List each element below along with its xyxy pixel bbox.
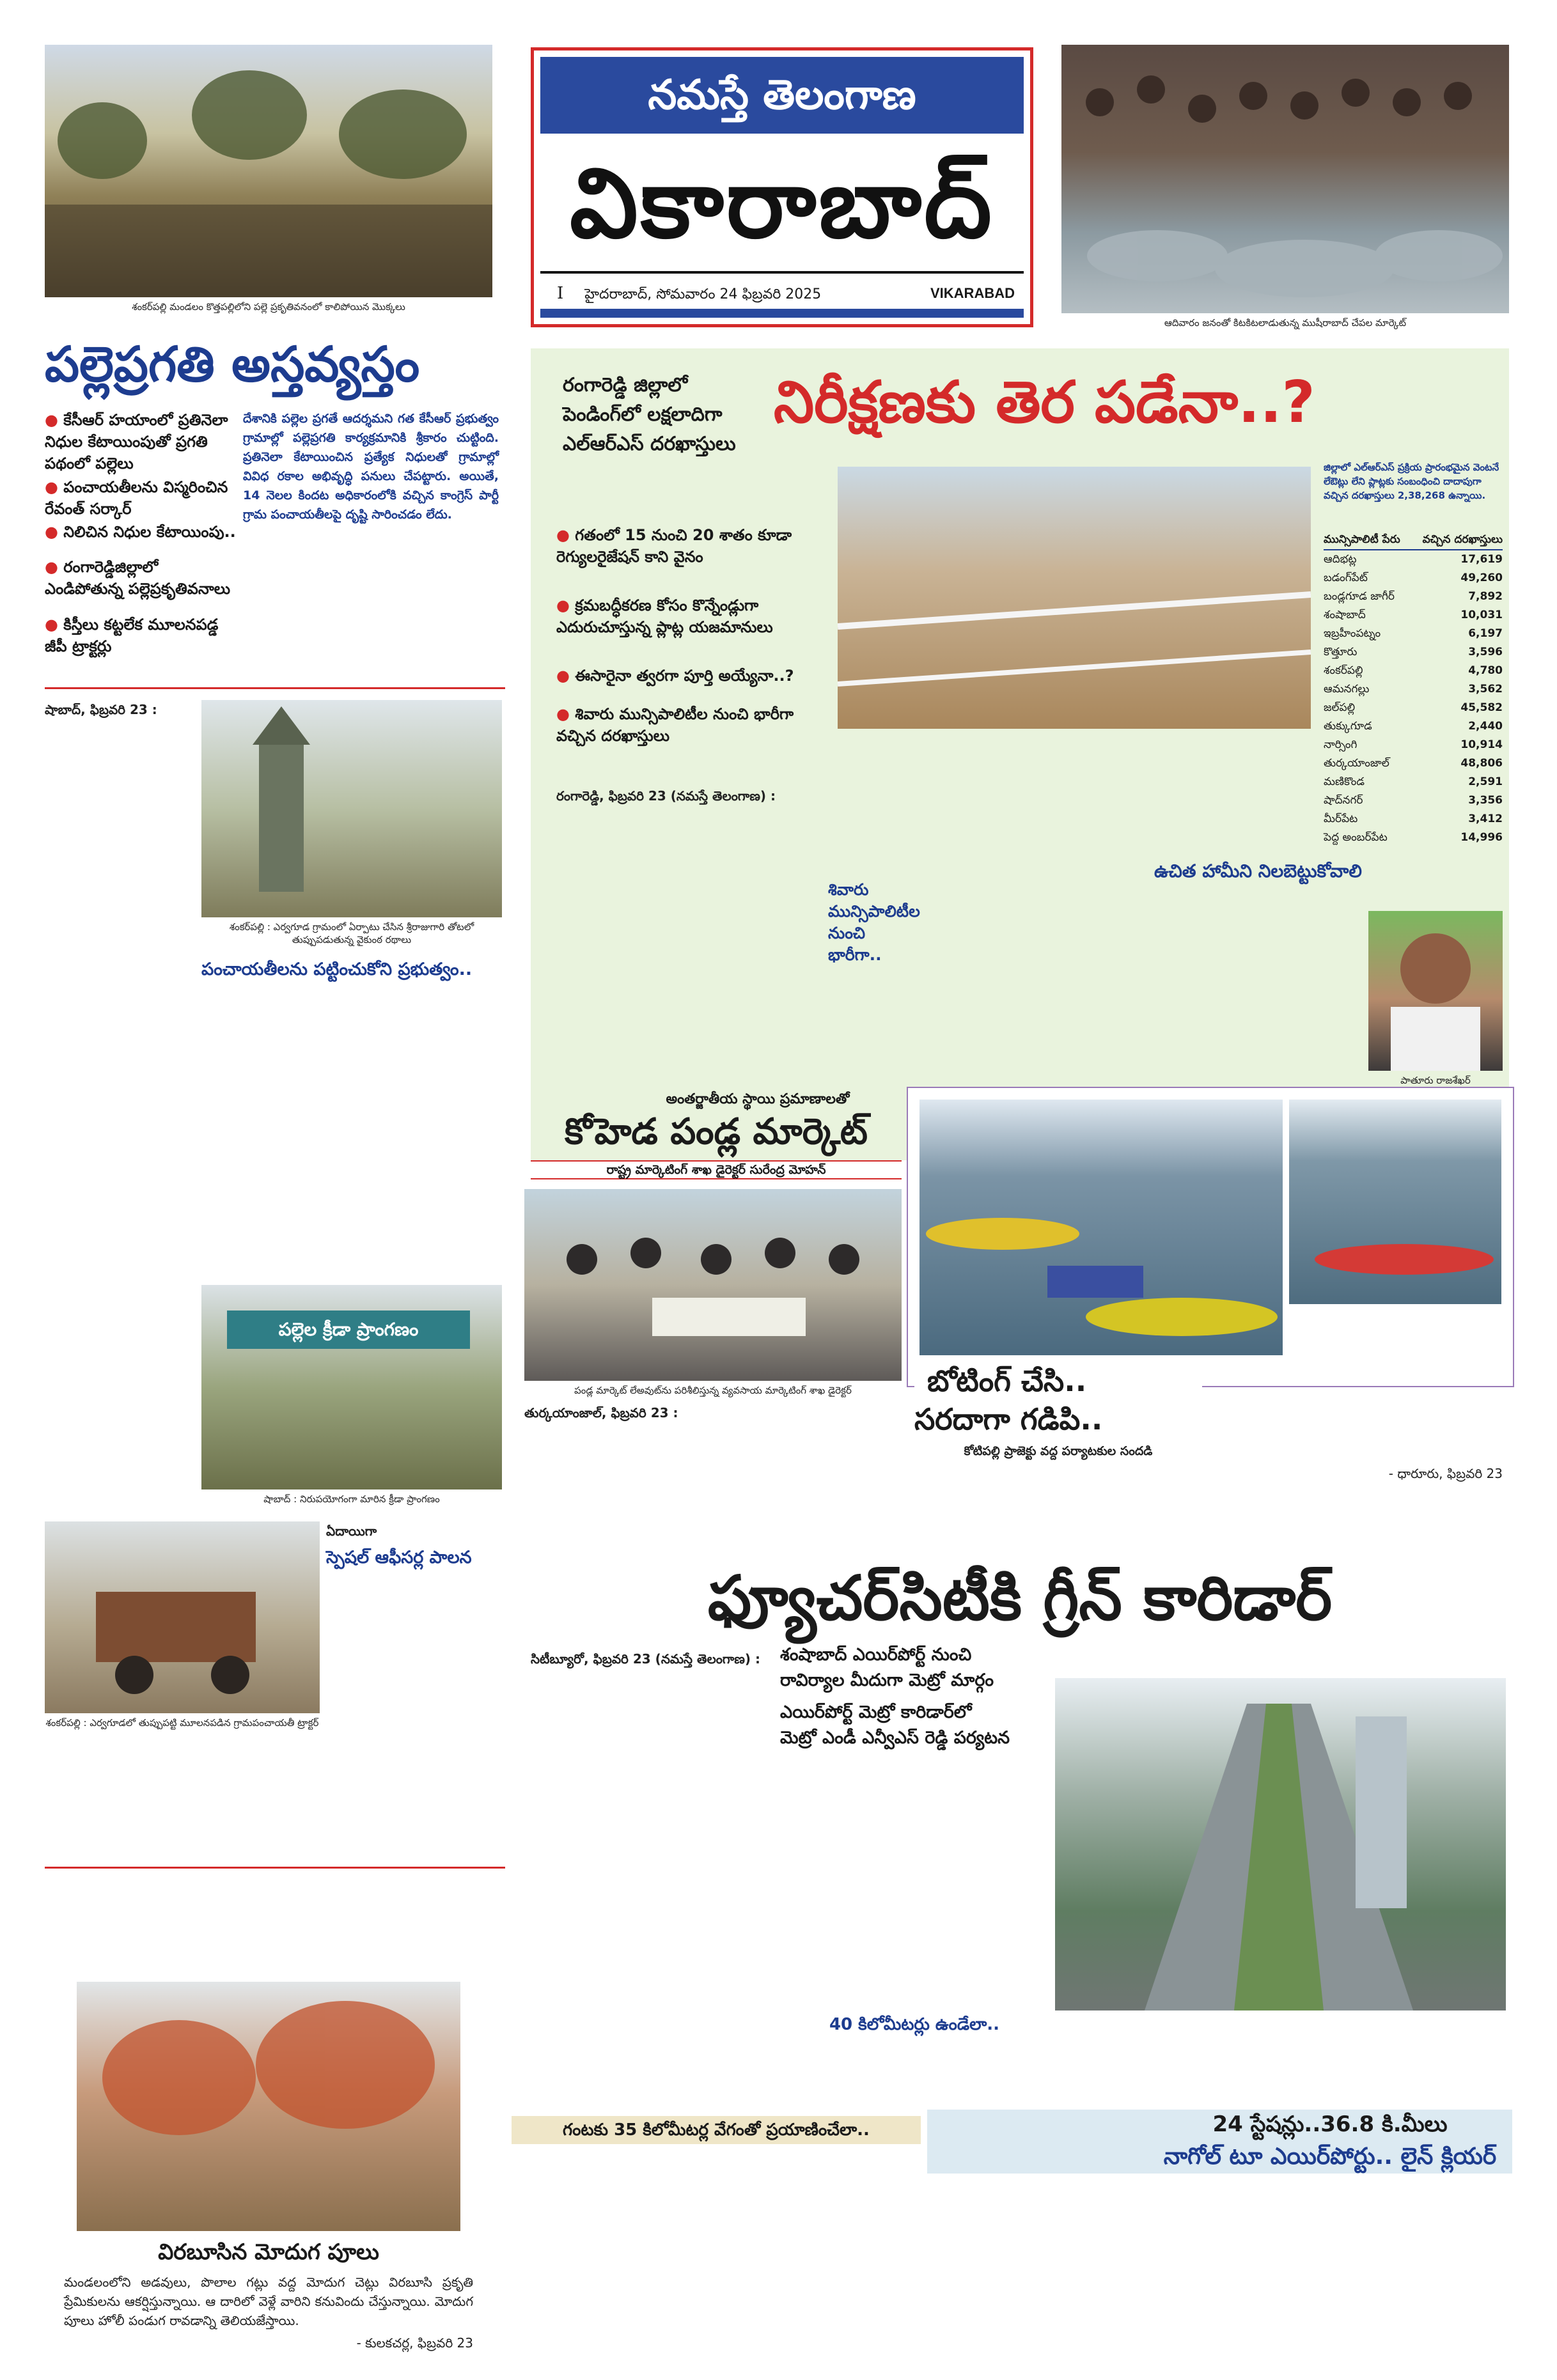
masthead-divider	[540, 271, 1024, 274]
structure-illustration	[201, 700, 502, 917]
lrs-table-row	[1324, 717, 1503, 736]
tree-illustration	[45, 45, 492, 297]
lrs-municipality: నార్సింగి	[1324, 738, 1357, 751]
lrs-applications: 45,582	[1460, 701, 1503, 714]
lrs-quote-head: ఉచిత హామీని నిలబెట్టుకోవాలి	[1154, 860, 1362, 882]
vaikunta-caption: శంకర్‌పల్లి : ఎర్వగూడ గ్రామంలో ఏర్పాటు చేసిన శ్రీరాజుగారి తోటలో తుప్పుపడుతున్న వైకుంఠ రథాలు	[229, 921, 474, 945]
lrs-table-row	[1324, 810, 1503, 828]
lrs-table-row	[1324, 699, 1503, 717]
green-banner: గంటకు 35 కిలోమీటర్ల వేగంతో ప్రయాణించేలా..	[512, 2116, 921, 2144]
lrs-table-row	[1324, 662, 1503, 680]
lrs-bullet-3: ● ఈసారైనా త్వరగా పూర్తి అయ్యేనా..?	[556, 665, 825, 687]
palle-dateline: షాబాద్, ఫిబ్రవరి 23 :	[45, 702, 157, 717]
lrs-applications: 3,356	[1468, 794, 1503, 807]
dateline: హైదరాబాద్, సోమవారం 24 ఫిబ్రవరి 2025	[584, 286, 822, 302]
lrs-kicker: రంగారెడ్డి జిల్లాలో పెండింగ్‌లో లక్షలాదిగా ఎల్ఆర్ఎస్ దరఖాస్తులు	[563, 374, 736, 455]
fish-market-photo	[1061, 45, 1509, 313]
issue-mark: I	[557, 284, 564, 303]
tractor-illustration	[45, 1521, 320, 1713]
green-sub-1: శంషాబాద్ ఎయిర్‌పోర్ట్ నుంచి	[780, 1645, 972, 1665]
lrs-subhead: శివారు మున్సిపాలిటీల నుంచి భారీగా..	[828, 880, 920, 964]
lrs-applications: 17,619	[1460, 553, 1503, 566]
lrs-municipality: శంషాబాద్	[1324, 609, 1366, 621]
burnt-plants-photo	[45, 45, 492, 297]
lrs-municipality: బండ్లగూడ జాగీర్	[1324, 590, 1395, 603]
lrs-applications: 10,031	[1460, 609, 1503, 621]
palle-bullet-1: ● కేసీఆర్ హయాంలో ప్రతినెలా నిధుల కేటాయింపుతో ప్రగతి పథంలో పల్లెలు	[45, 409, 237, 474]
masthead	[531, 47, 1033, 327]
lrs-applications: 48,806	[1460, 757, 1503, 770]
lrs-municipality: కొత్తూరు	[1324, 646, 1357, 658]
lrs-municipality: మీర్‌పేట	[1324, 813, 1358, 825]
kohed-kicker: అంతర్జాతీయ స్థాయి ప్రమాణాలతో	[666, 1091, 850, 1107]
lrs-table-row	[1324, 625, 1503, 643]
lrs-table-row	[1324, 643, 1503, 662]
boating-photo-1	[919, 1100, 1283, 1355]
lrs-municipality: శంకర్‌పల్లి	[1324, 664, 1363, 677]
lrs-municipality: తుక్కుగూడ	[1324, 720, 1372, 733]
officials-illustration	[524, 1189, 902, 1381]
boating-photo-2	[1289, 1100, 1501, 1304]
lrs-bullet-2: ● క్రమబద్ధీకరణ కోసం కొన్నేండ్లుగా ఎదురుచూస్తున్న ప్లాట్ల యజమానులు	[556, 595, 825, 638]
boating-headline-2: సరదాగా గడిపి..	[914, 1402, 1103, 1436]
corridor-illustration	[1055, 1678, 1506, 2011]
green-subhead-1: 40 కిలోమీటర్లు ఉండేలా..	[829, 2015, 1000, 2034]
kohed-photo	[524, 1189, 902, 1381]
crowd-illustration	[1061, 45, 1509, 313]
burnt-plants-caption: శంకర్‌పల్లి మండలం కొత్తపల్లిలోని పల్లె ప్రకృతివనంలో కాలిపోయిన మొక్కలు	[132, 301, 405, 313]
lrs-dateline: రంగారెడ్డి, ఫిబ్రవరి 23 (నమస్తే తెలంగాణ) :	[556, 788, 776, 804]
lrs-table-row	[1324, 680, 1503, 699]
sports-ground-caption: షాబాద్ : నిరుపయోగంగా మారిన క్రీడా ప్రాంగణం	[263, 1493, 440, 1505]
lrs-table-row	[1324, 754, 1503, 773]
lrs-municipality: బడంగ్‌పేట్	[1324, 572, 1368, 584]
boating-dateline: - ధారూరు, ఫిబ్రవరి 23	[1388, 1466, 1503, 1481]
palle-bottom-divider	[45, 1867, 505, 1869]
metro-corridor-render	[1055, 1678, 1506, 2011]
boats-illustration	[919, 1100, 1283, 1355]
station-head: 24 స్టేషన్లు..36.8 కి.మీలు	[1212, 2112, 1448, 2137]
palle-headline: పల్లెప్రగతి అస్తవ్యస్తం	[45, 336, 420, 393]
lrs-applications: 6,197	[1468, 627, 1503, 640]
special-label: ఏదాయిగా	[326, 1523, 377, 1539]
masthead-brand: నమస్తే తెలంగాణ	[540, 57, 1024, 134]
masthead-bar	[540, 309, 1024, 318]
lrs-table-row	[1324, 736, 1503, 754]
green-sub-2: రావిర్యాల మీదుగా మెట్రో మార్గం	[780, 1670, 994, 1690]
lrs-applications: 10,914	[1460, 738, 1503, 751]
edition-en: VIKARABAD	[930, 285, 1015, 301]
lrs-applications: 2,591	[1468, 775, 1503, 788]
plots-illustration	[838, 467, 1311, 729]
lrs-municipality: ఇబ్రహీంపట్నం	[1324, 627, 1381, 640]
lrs-bullet-4: ● శివారు మున్సిపాలిటీల నుంచి భారీగా వచ్చిన దరఖాస్తులు	[556, 703, 825, 747]
lrs-applications: 3,596	[1468, 646, 1503, 658]
palle-bullet-5: ● కిస్తీలు కట్టలేక మూలనపడ్డ జీపీ ట్రాక్టర్లు	[45, 614, 237, 657]
lrs-headline: నిరీక్షణకు తెర పడేనా..?	[774, 369, 1315, 436]
palle-divider	[45, 687, 505, 689]
kohed-sub: రాష్ట్ర మార్కెటింగ్ శాఖ డైరెక్టర్ సురేంద్ర మోహన్	[531, 1160, 902, 1179]
lrs-applications: 3,562	[1468, 683, 1503, 696]
lrs-table-row	[1324, 550, 1503, 569]
masthead-dateline-row	[540, 281, 1024, 306]
lrs-applications: 3,412	[1468, 813, 1503, 825]
portrait-illustration	[1368, 911, 1503, 1071]
lrs-bullet-1: ● గతంలో 15 నుంచి 20 శాతం కూడా రెగ్యులరైజేషన్ కాని వైనం	[556, 524, 825, 568]
flower-tree-illustration	[77, 1982, 460, 2231]
lrs-municipality: జల్‌పల్లి	[1324, 701, 1356, 714]
fish-market-caption: ఆదివారం జనంతో కిటకిటలాడుతున్న ముషీరాబాద్ చేపల మార్కెట్	[1164, 317, 1407, 329]
sports-ground-sign: పల్లెల క్రీడా ప్రాంగణం	[227, 1311, 470, 1349]
boating-caption: కోటిపల్లి ప్రాజెక్టు వద్ద పర్యాటకుల సందడి	[964, 1444, 1153, 1458]
lrs-municipality: ఆమనగల్లు	[1324, 683, 1370, 696]
kohed-dateline: తుర్కయాంజాల్, ఫిబ్రవరి 23 :	[524, 1405, 678, 1420]
lrs-municipality: తుర్కయాంజాల్	[1324, 757, 1389, 770]
flowers-text: మండలంలోని అడవులు, పొలాల గట్లు వద్ద మోదుగ చెట్లు విరబూసి ప్రకృతి ప్రేమికులను ఆకర్షిస్తున్నాయి. ఆ దారిలో వెళ్లే వారిని కనువిందు చేస్తున్నాయి. మోదుగ పూలు హోలీ పండుగ రావడాన్ని తెలియజేస్తాయి.	[64, 2275, 473, 2328]
station-head-2: నాగోల్ టూ ఎయిర్‌పోర్టు.. లైన్ క్లియర్	[1163, 2143, 1497, 2170]
kayak-illustration	[1289, 1100, 1501, 1304]
tractor-photo	[45, 1521, 320, 1713]
green-sub-3: ఎయిర్‌పోర్ట్ మెట్రో కారిడార్‌లో	[780, 1702, 972, 1722]
lrs-table-header: మున్సిపాలిటీ పేరు వచ్చిన దరఖాస్తులు	[1324, 531, 1503, 550]
palle-bullet-4: ● రంగారెడ్డిజిల్లాలో ఎండిపోతున్న పల్లెప్రకృతివనాలు	[45, 556, 237, 600]
palle-bullet-3: ● నిలిచిన నిధుల కేటాయింపు..	[45, 521, 237, 543]
lrs-table-row	[1324, 791, 1503, 810]
lrs-municipality: మణికొండ	[1324, 775, 1365, 788]
rajasekhar-caption: పాతూరు రాజశేఖర్	[1400, 1075, 1471, 1086]
masthead-edition: వికారాబాద్	[570, 148, 994, 260]
lrs-table-row	[1324, 773, 1503, 791]
flowers-headline: విరబూసిన మోదుగ పూలు	[158, 2239, 379, 2265]
green-sub-4: మెట్రో ఎండీ ఎన్వీఎస్ రెడ్డి పర్యటన	[780, 1728, 1010, 1748]
kohed-caption: పండ్ల మార్కెట్ లేఅవుట్‌ను పరిశీలిస్తున్న వ్యవసాయ మార్కెటింగ్ శాఖ డైరెక్టర్	[574, 1385, 852, 1396]
lrs-municipality: పెద్ద అంబర్‌పేట	[1324, 831, 1388, 844]
lrs-applications: 2,440	[1468, 720, 1503, 733]
lrs-table-row	[1324, 587, 1503, 606]
lrs-applications: 7,892	[1468, 590, 1503, 603]
green-dateline: సిటీబ్యూరో, ఫిబ్రవరి 23 (నమస్తే తెలంగాణ) :	[531, 1651, 760, 1667]
plots-photo	[838, 467, 1311, 729]
lrs-table-rows	[1324, 550, 1503, 847]
boating-headline-1: బోటింగ్ చేసి..	[914, 1362, 1202, 1400]
lrs-table	[1324, 531, 1503, 847]
palle-summary: దేశానికి పల్లెల ప్రగతే ఆదర్శమని గత కేసీఆర్ ప్రభుత్వం గ్రామాల్లో పల్లెప్రగతి కార్యక్రమానికి శ్రీకారం చుట్టింది. ప్రతినెలా కేటాయించిన ప్రత్యేక నిధులతో గ్రామాల్లో వివిధ రకాల అభివృద్ధి పనులు చేపట్టారు. అయితే, 14 నెలల కిందట అధికారంలోకి వచ్చిన కాంగ్రెస్ పార్టీ గ్రామ పంచాయతీలపై దృష్టి సారించడం లేదు.	[243, 412, 499, 522]
lrs-municipality: షాద్‌నగర్	[1324, 794, 1363, 807]
flowers-photo	[77, 1982, 460, 2231]
green-headline: ఫ్యూచర్‌సిటీకి గ్రీన్ కారిడార్	[707, 1562, 1333, 1634]
rajasekhar-photo	[1368, 911, 1503, 1071]
lrs-table-row	[1324, 606, 1503, 625]
lrs-municipality: ఆదిభట్ల	[1324, 553, 1357, 566]
palle-bullet-2: ● పంచాయతీలను విస్మరించిన రేవంత్ సర్కార్	[45, 476, 237, 520]
tractor-caption: శంకర్‌పల్లి : ఎర్వగూడలో తుప్పుపట్టి మూలనపడిన గ్రామపంచాయతీ ట్రాక్టర్	[45, 1717, 319, 1729]
lrs-table-note: జిల్లాలో ఎల్ఆర్ఎస్ ప్రక్రియ ప్రారంభమైన వెంటనే లేఔట్లు లేని ప్లాట్లకు సంబంధించి దాదాపుగా వచ్చిన దరఖాస్తులు 2,38,268 ఉన్నాయి.	[1324, 462, 1499, 501]
palle-subhead: పంచాయతీలను పట్టించుకోని ప్రభుత్వం..	[201, 960, 473, 979]
vaikunta-ratham-photo	[201, 700, 502, 917]
lrs-applications: 14,996	[1460, 831, 1503, 844]
special-head: స్పెషల్ ఆఫీసర్ల పాలన	[326, 1548, 472, 1567]
kohed-headline: కోహెడ పండ్ల మార్కెట్	[565, 1111, 868, 1153]
lrs-table-row	[1324, 828, 1503, 847]
sports-ground-photo	[201, 1285, 502, 1489]
lrs-applications: 49,260	[1460, 572, 1503, 584]
lrs-applications: 4,780	[1468, 664, 1503, 677]
lrs-table-row	[1324, 569, 1503, 587]
flowers-dateline: - కులకచర్ల, ఫిబ్రవరి 23	[356, 2335, 473, 2351]
